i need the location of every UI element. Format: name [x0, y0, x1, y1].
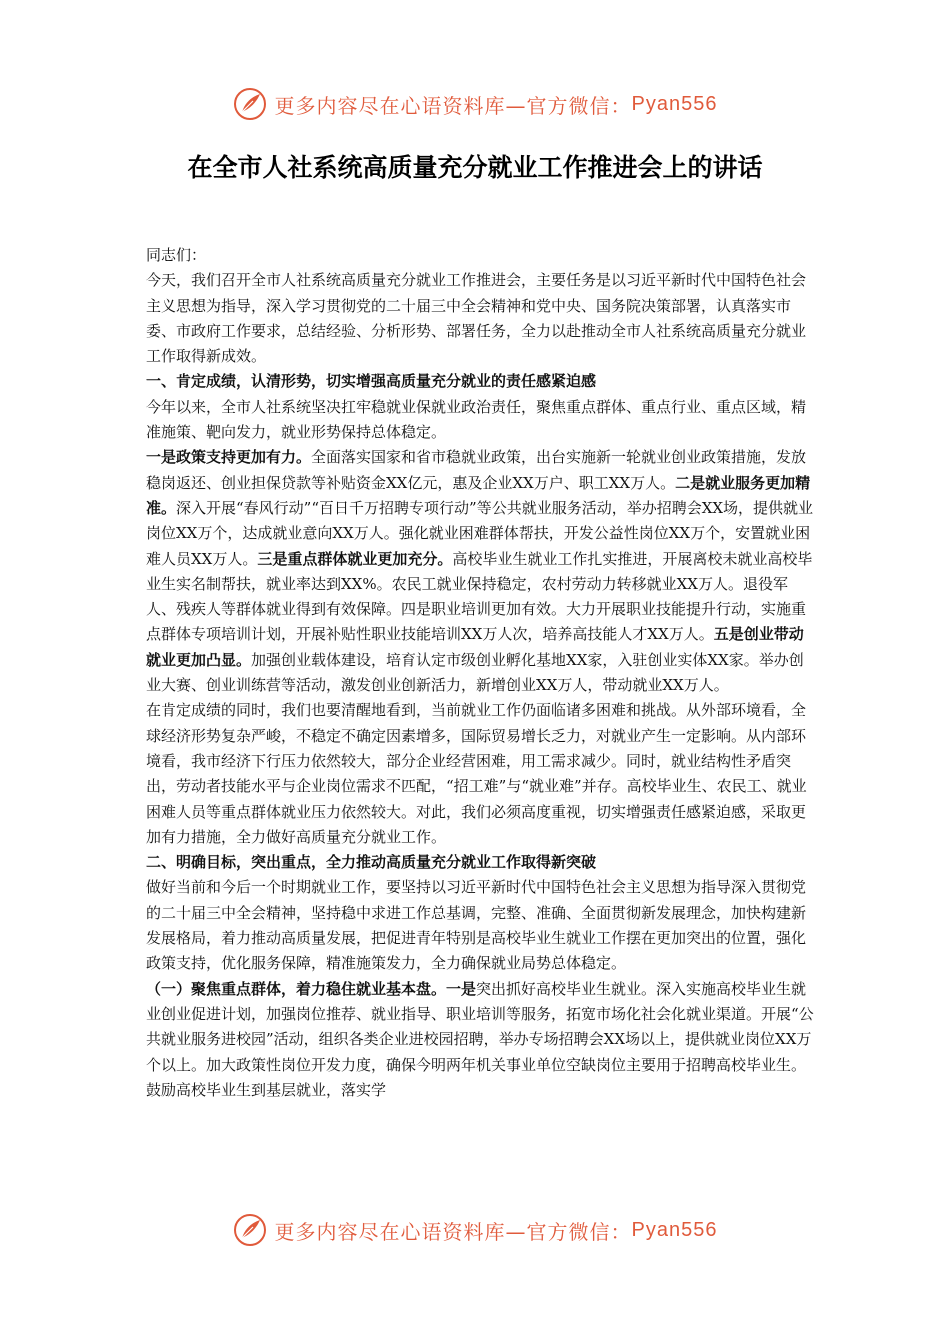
section2-heading: 二、明确目标，突出重点，全力推动高质量充分就业工作取得新突破 — [146, 853, 597, 872]
section1-paragraph-1: 今年以来，全市人社系统坚决扛牢稳就业保就业政治责任，聚焦重点群体、重点行业、重点区域，精准施策、靶向发力，就业形势保持总体稳定。 — [146, 397, 807, 442]
feather-pen-icon — [233, 87, 267, 121]
document-body — [146, 243, 814, 1103]
watermark-banner-top — [0, 84, 950, 124]
achievement-5-lead: 五是创业带动就业更加凸显。 — [146, 625, 804, 669]
achievement-5-text: 加强创业载体建设，培育认定市级创业孵化基地XX家，入驻创业实体XX家。举办创业大赛、创业训练营等活动，激发创业创新活力，新增创业XX万人，带动就业XX万人。 — [146, 650, 804, 695]
subsection-1-lead: （一）聚焦重点群体，着力稳住就业基本盘。一是 — [146, 979, 477, 998]
section1-paragraph-3: 在肯定成绩的同时，我们也要清醒地看到，当前就业工作仍面临诸多困难和挑战。从外部环境看，全球经济形势复杂严峻，不稳定不确定因素增多，国际贸易增长乏力，对就业产生一定影响。从内部环境看，我市经济下行压力依然较大，部分企业经营困难，用工需求减少。同时，就业结构性矛盾突出，劳动者技能水平与企业岗位需求不匹配，“招工难”与“就业难”并存。高校毕业生、农民工、就业困难人员等重点群体就业压力依然较大。对此，我们必须高度重视，切实增强责任感紧迫感，采取更加有力措施，全力做好高质量充分就业工作。 — [146, 701, 807, 846]
intro-paragraph: 今天，我们召开全市人社系统高质量充分就业工作推进会，主要任务是以习近平新时代中国特色社会主义思想为指导，深入学习贯彻党的二十届三中全会精神和党中央、国务院决策部署，认真落实市委、市政府工作要求，总结经验、分析形势、部署任务，全力以赴推动全市人社系统高质量充分就业工作取得新成效。 — [146, 271, 807, 366]
greeting: 同志们： — [146, 246, 207, 264]
subsection-1-text: 突出抓好高校毕业生就业。深入实施高校毕业生就业创业促进计划，加强岗位推荐、就业指导、职业培训等服务，拓宽市场化社会化就业渠道。开展“公共就业服务进校园”活动，组织各类企业进校园招聘，举办专场招聘会XX场以上，提供就业岗位XX万个以上。加大政策性岗位开发力度，确保今明两年机关事业单位空缺岗位主要用于招聘高校毕业生。鼓励高校毕业生到基层就业，落实学 — [146, 979, 814, 1099]
feather-pen-icon — [233, 1213, 267, 1247]
watermark-banner-bottom — [0, 1210, 950, 1250]
achievement-3-lead: 三是重点群体就业更加充分。 — [257, 549, 453, 568]
achievement-2-lead: 二是就业服务更加精准。 — [146, 473, 811, 517]
section2-paragraph-1: 做好当前和今后一个时期就业工作，要坚持以习近平新时代中国特色社会主义思想为指导深入贯彻党的二十届三中全会精神，坚持稳中求进工作总基调，完整、准确、全面贯彻新发展理念，加快构建新发展格局，着力推动高质量发展，把促进青年特别是高校毕业生就业工作摆在更加突出的位置，强化政策支持，优化服务保障，精准施策发力，全力确保就业局势总体稳定。 — [146, 878, 807, 973]
section1-heading: 一、肯定成绩，认清形势，切实增强高质量充分就业的责任感紧迫感 — [146, 372, 597, 391]
achievement-2-text: 深入开展“春风行动”“百日千万招聘专项行动”等公共就业服务活动，举办招聘会XX场，提供就业岗位XX万个，达成就业意向XX万人。强化就业困难群体帮扶，开发公益性岗位XX万个，安置就业困难人员XX万人。 — [146, 498, 814, 568]
banner-wechat-id: Pyan556 — [631, 1218, 718, 1241]
banner-text: 更多内容尽在心语资料库—官方微信： — [274, 1219, 632, 1244]
achievement-3-text: 高校毕业生就业工作扎实推进，开展离校未就业高校毕业生实名制帮扶，就业率达到XX%。农民工就业保持稳定，农村劳动力转移就业XX万人。退役军人、残疾人等群体就业得到有效保障。四是职业培训更加有效。大力开展职业技能提升行动，实施重点群体专项培训计划，开展补贴性职业技能培训XX万人次，培养高技能人才XX万人。 — [146, 549, 813, 644]
section1-achievements — [146, 445, 814, 698]
achievement-1-lead: 一是政策支持更加有力。 — [146, 448, 312, 467]
section2-subsection-1 — [146, 977, 814, 1103]
banner-wechat-id: Pyan556 — [631, 92, 718, 115]
achievement-1-text: 全面落实国家和省市稳就业政策，出台实施新一轮就业创业政策措施，发放稳岗返还、创业担保贷款等补贴资金XX亿元，惠及企业XX万户、职工XX万人。 — [146, 448, 807, 492]
document-title: 在全市人社系统高质量充分就业工作推进会上的讲话 — [187, 153, 763, 182]
banner-text: 更多内容尽在心语资料库—官方微信： — [274, 93, 632, 118]
